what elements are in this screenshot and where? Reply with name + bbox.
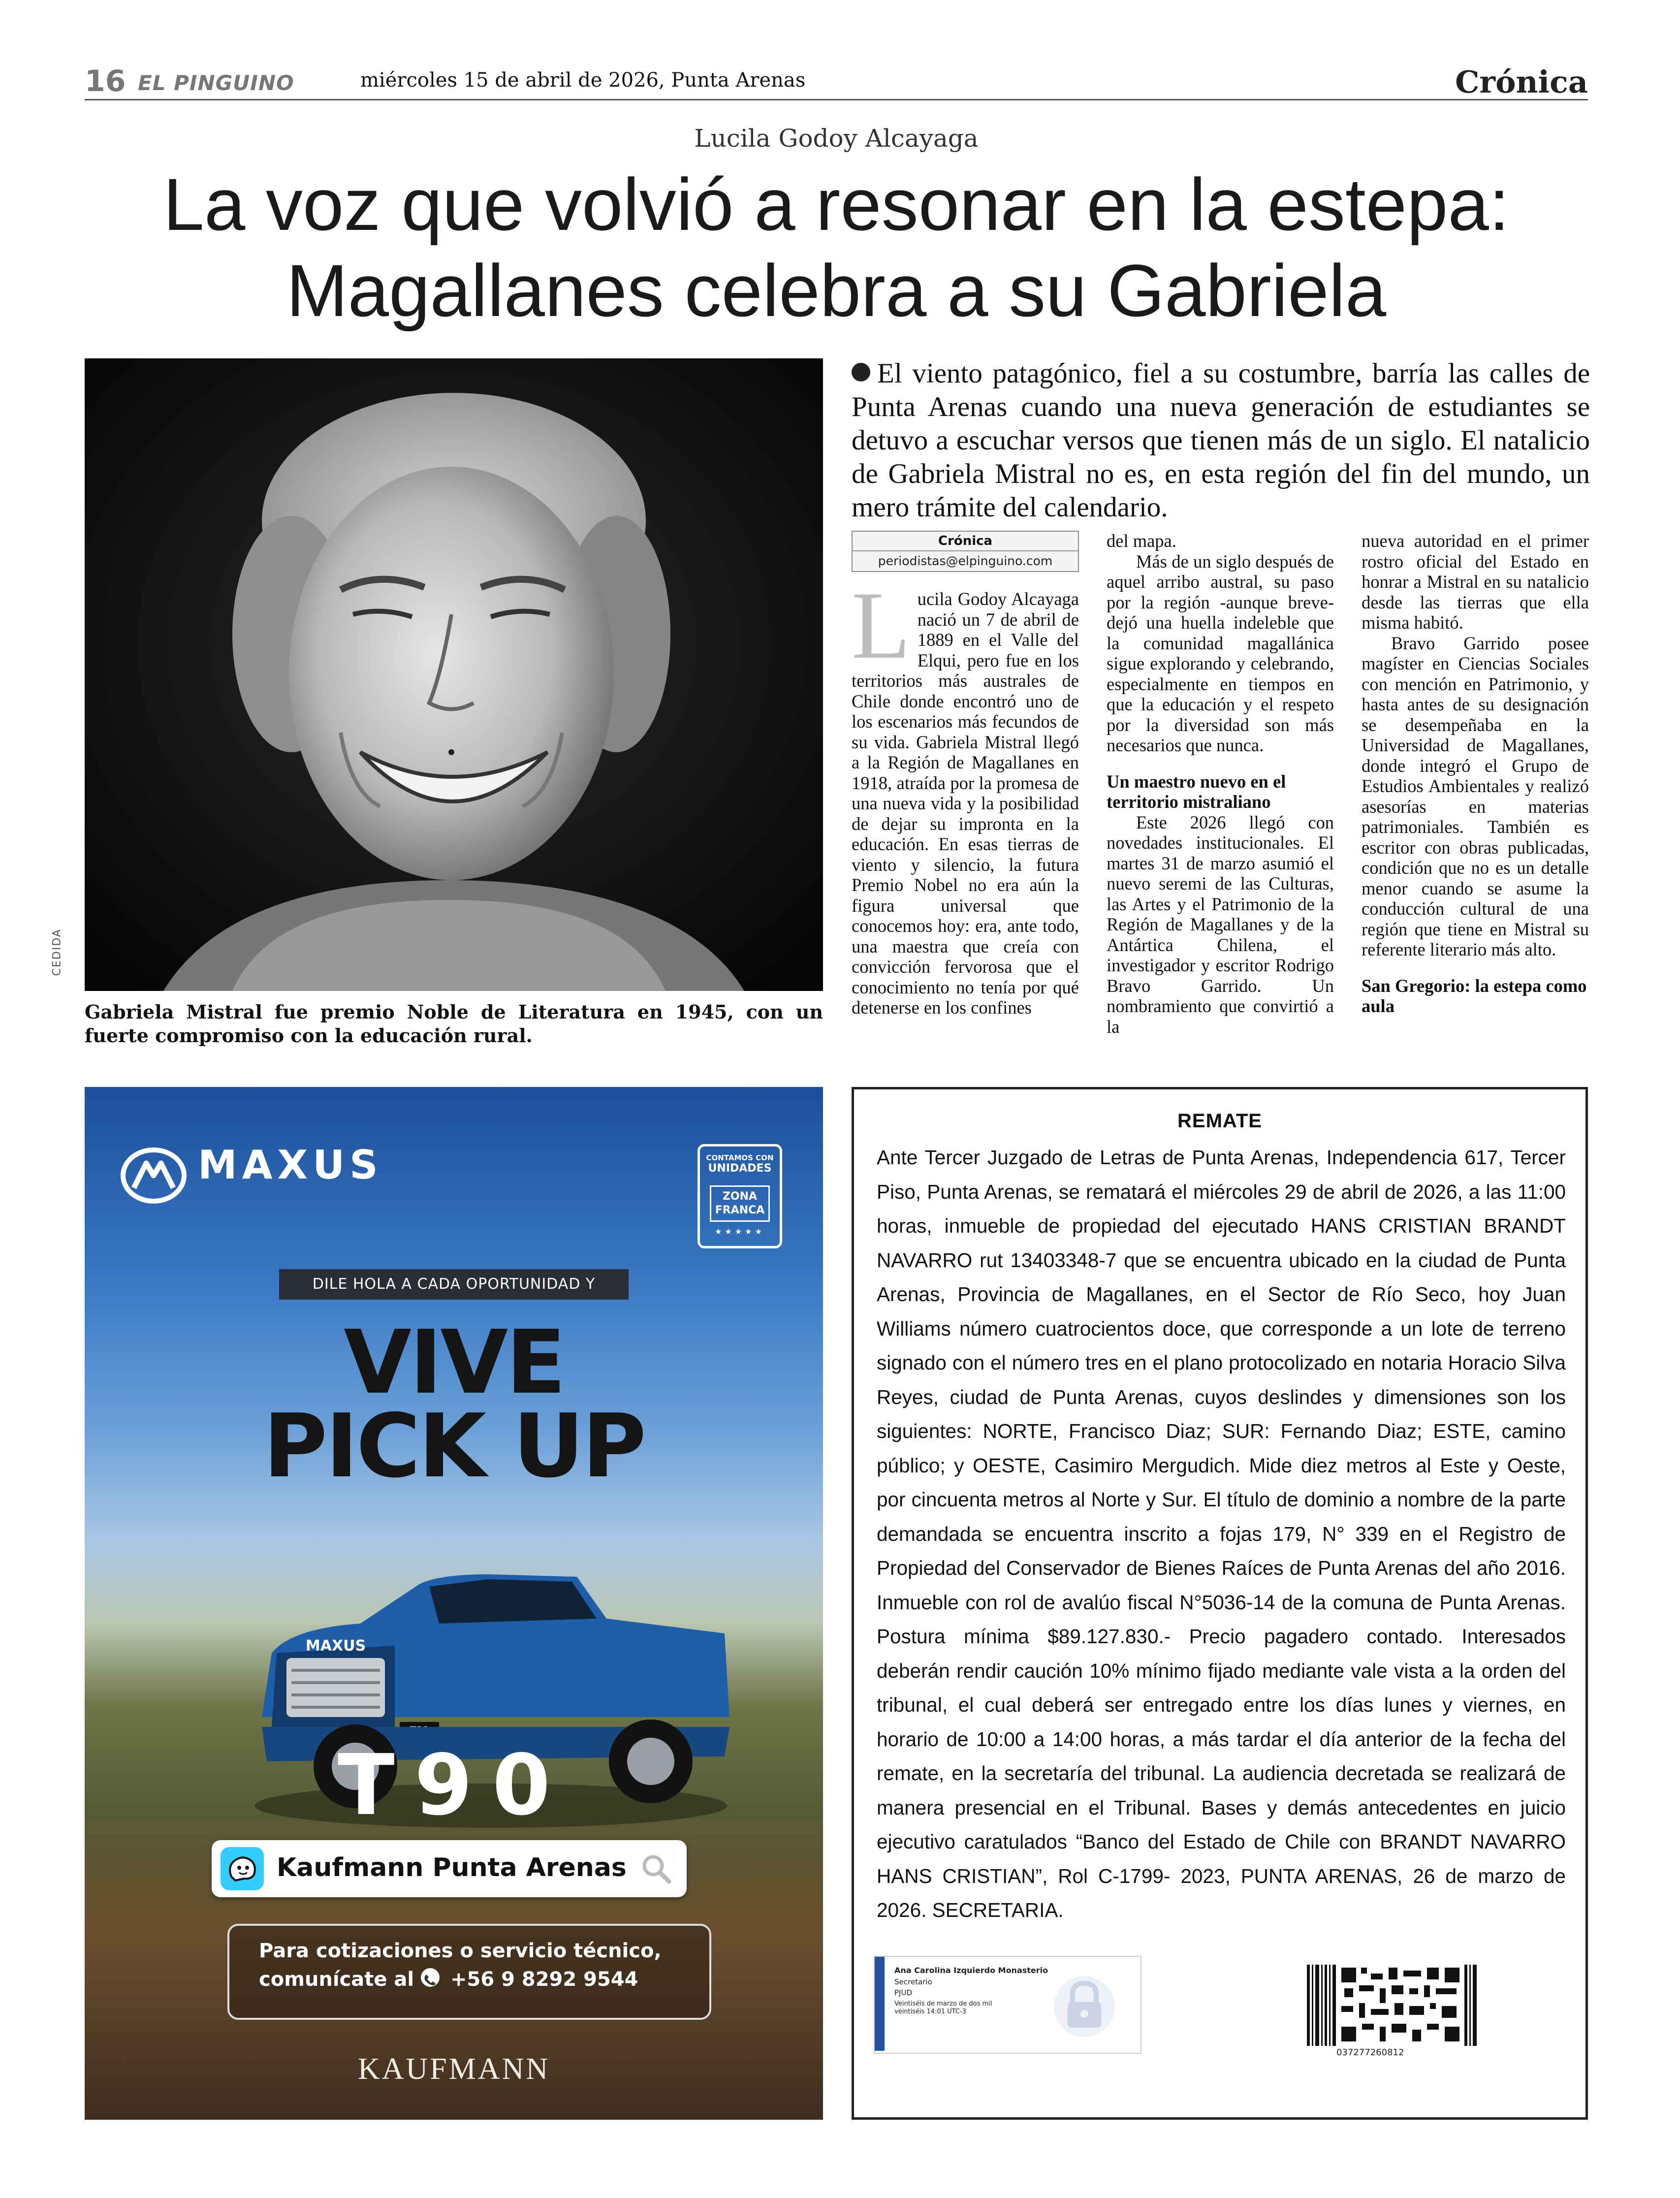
column-3-paragraph: Bravo Garrido posee magíster en Ciencias Sociales con mención en Patrimonio, y hasta antes de su designación se desempeñaba en la Universidad de Magallanes, donde integró el Grupo de Estudios Ambientales y realizó asesorías en materias patrimoniales. También es escritor con obras publicadas, condición que no es un detalle menor cuando se asume la conducción cultural de una región que tiene en Mistral su referente literario más alto.	[1362, 633, 1589, 959]
contact-box	[227, 1924, 711, 2020]
subhead-2: San Gregorio: la estepa como aula	[1362, 975, 1587, 1016]
contact-line-2	[259, 1965, 709, 1994]
photo-caption: Gabriela Mistral fue premio Noble de Literatura en 1945, con un fuerte compromiso con la educación rural.	[85, 1001, 823, 1047]
byline-section: Crónica	[853, 532, 1078, 551]
ad-brand-name: MAXUS	[198, 1142, 383, 1188]
article-lead	[852, 357, 1590, 524]
contact-prefix: comunícate al	[259, 1968, 414, 1991]
ad-headline-2: PICK UP	[263, 1395, 645, 1497]
page-folio	[85, 63, 1588, 100]
badge-zona-franca	[710, 1185, 770, 1222]
magnifier-icon[interactable]	[640, 1853, 672, 1884]
signer-org: PJUD	[894, 1988, 912, 1997]
lock-icon	[1053, 1973, 1116, 2040]
legal-notice-body: Ante Tercer Juzgado de Letras de Punta Arenas, Independencia 617, Tercer Piso, Punta Arenas, se rematará el miércoles 29 de abril de 2026, a las 11:00 horas, inmueble de propiedad del ejecutado HANS CRISTIAN BRANDT NAVARRO rut 13403348-7 que se encuentra ubicado en la ciudad de Punta Arenas, Provincia de Magallanes, en el Sector de Río Seco, hoy Juan Williams número cuatrocientos doce, que corresponde a un lote de terreno signado con el número tres en el plano protocolizado en notaria Horacio Silva Reyes, ciudad de Punta Arenas, cuyos deslindes y dimensiones son los siguientes: NORTE, Francisco Diaz; SUR: Fernando Diaz; ESTE, camino público; y OESTE, Casimiro Mergudich. Mide diez metros al Este y Oeste, por cincuenta metros al Norte y Sur. El título de dominio a nombre de la parte demandada se encuentra inscrito a fojas 179, N° 339 en el Registro de Propiedad del Conservador de Bienes Raíces de Punta Arenas del año 2016. Inmueble con rol de avalúo fiscal N°5036-14 de la comuna de Punta Arenas. Postura mínima $89.127.830.- Precio pagadero contado. Interesados deberán rendir caución 10% mínimo fijado mediante vale vista a la orden del tribunal, el cual deberá ser entregado entre los días lunes y viernes, en horario de 10:00 a 14:00 horas, a más tardar el día anterior de la fecha del remate, en la secretaría del tribunal. La audiencia decretada se realizará de manera presencial en el Tribunal. Bases y demás antecedentes en juicio ejecutivo caratulados “Banco del Estado de Chile con BRANDT NAVARRO HANS CRISTIAN”, Rol C-1799- 2023, PUNTA ARENAS, 26 de marzo de 2026. SECRETARIA.	[877, 1146, 1566, 1921]
issue-date: miércoles 15 de abril de 2026, Punta Arenas	[360, 69, 806, 92]
badge-line-1: CONTAMOS CON	[706, 1153, 774, 1162]
dealer-search-bar[interactable]	[212, 1840, 687, 1897]
signer-role: Secretario	[894, 1977, 932, 1986]
legal-notice	[852, 1087, 1588, 2120]
article-column-3	[1362, 531, 1589, 1017]
section-name: Crónica	[1455, 64, 1588, 100]
byline-email[interactable]: periodistas@elpinguino.com	[878, 554, 1053, 568]
portrait-illustration	[85, 358, 823, 991]
zona-franca-badge	[697, 1144, 782, 1248]
badge-line-4: FRANCA	[715, 1204, 765, 1216]
phone-icon	[421, 1968, 440, 1987]
ad-headline-1: VIVE	[344, 1311, 564, 1413]
maxus-advertisement[interactable]	[85, 1087, 823, 2120]
photo-credit: CEDIDA	[51, 928, 63, 976]
article-column-2	[1107, 531, 1334, 1037]
column-2-paragraph: Más de un siglo después de aquel arribo austral, su paso por la región -aunque breve- dejó una huella indeleble que la comunidad magallánica sigue explorando y celebrando, especialmente en tiempos en que la educación y el respeto por la diversidad son más necesarios que nunca.	[1107, 551, 1334, 755]
headline-line-2: Magallanes celebra a su Gabriela	[286, 249, 1387, 332]
subhead-1: Un maestro nuevo en el territorio mistraliano	[1107, 771, 1286, 812]
signature-date: Veintiséis de marzo de dos mil veintiséis 14:01 UTC-3	[894, 2000, 992, 2015]
headline-line-1: La voz que volvió a resonar en la estepa:	[163, 163, 1510, 246]
badge-line-3: ZONA	[722, 1190, 758, 1203]
lead-text: El viento patagónico, fiel a su costumbre, barría las calles de Punta Arenas cuando una nueva generación de estudiantes se detuvo a escuchar versos que tienen más de un siglo. El natalicio de Gabriela Mistral no es, en esta región del fin del mundo, un mero trámite del calendario.	[852, 358, 1590, 523]
ad-tagline: DILE HOLA A CADA OPORTUNIDAD Y	[279, 1269, 629, 1300]
portrait-photo	[85, 358, 823, 991]
contact-line-1: Para cotizaciones o servicio técnico,	[259, 1940, 662, 1962]
electronic-signature	[874, 1956, 1141, 2054]
dealer-name: KAUFMANN	[357, 2052, 550, 2086]
article-kicker: Lucila Godoy Alcayaga	[694, 124, 979, 153]
bullet-icon	[852, 363, 870, 382]
column-2-continuation: del mapa.	[1107, 531, 1176, 551]
page-number: 16	[85, 64, 126, 98]
badge-line-2: UNIDADES	[708, 1162, 772, 1175]
maxus-logo-icon	[119, 1146, 188, 1205]
legal-notice-title: REMATE	[1177, 1110, 1262, 1132]
search-text: Kaufmann Punta Arenas	[277, 1853, 627, 1882]
signer-name: Ana Carolina Izquierdo Monasterio	[894, 1966, 1048, 1975]
byline-box	[852, 531, 1079, 572]
ad-model-name: T90	[337, 1737, 571, 1834]
column-1-body	[852, 572, 1079, 1018]
contact-phone[interactable]: +56 9 8292 9544	[450, 1968, 638, 1991]
column-3-continuation: nueva autoridad en el primer rostro oficial del Estado en honrar a Mistral en su natalicio desde las tierras que ella misma habitó.	[1362, 531, 1589, 633]
badge-stars: ★★★★★	[715, 1227, 765, 1236]
signature-stripe	[875, 1957, 885, 2051]
column-1-paragraph: ucila Godoy Alcayaga nació un 7 de abril de 1889 en el Valle del Elqui, pero fue en los territorios más australes de Chile donde encontró uno de los escenarios más fecundos de su vida. Gabriela Mistral llegó a la Región de Magallanes en 1918, atraída por la promesa de una nueva vida y la posibilidad de dejar su impronta en la educación. En esas tierras de viento y silencio, la futura Premio Nobel no era aún la figura universal que conocemos hoy: era, ante todo, una maestra que creía con convicción fervorosa que el conocimiento no tenía por qué detenerse en los confines	[852, 589, 1079, 1018]
verification-code: 037277260812	[1336, 2047, 1404, 2058]
waze-icon	[221, 1847, 264, 1890]
drop-cap: L	[852, 572, 911, 679]
truck-grille-brand: MAXUS	[305, 1637, 366, 1655]
newspaper-name: EL PINGUINO	[138, 71, 294, 95]
qr-barcode	[1307, 1965, 1477, 2046]
column-2-paragraph: Este 2026 llegó con novedades institucionales. El martes 31 de marzo asumió el nuevo seremi de las Culturas, las Artes y el Patrimonio de la Región de Magallanes y de la Antártica Chilena, el investigador y escritor Rodrigo Bravo Garrido. Un nombramiento que convirtió a la	[1107, 812, 1334, 1037]
